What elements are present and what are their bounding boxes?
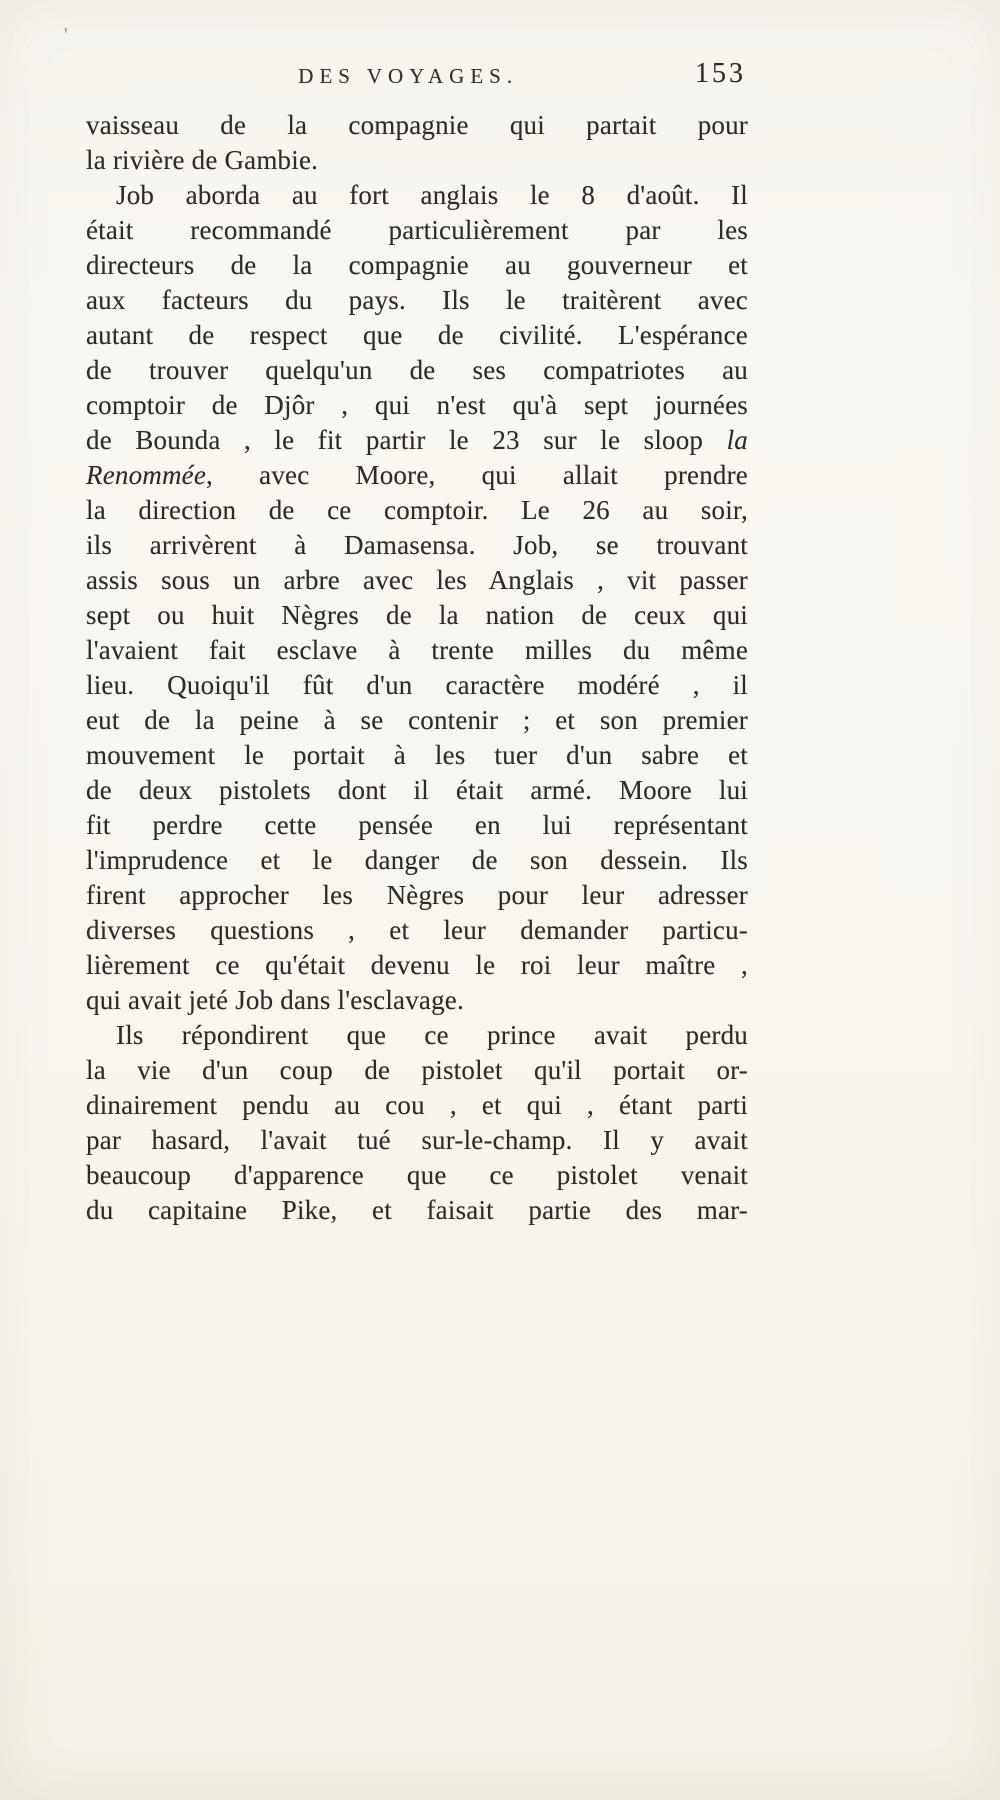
text-segment: lièrement ce qu'était devenu le roi leur maître ,: [86, 950, 748, 980]
text-segment: beaucoup d'apparence que ce pistolet venait: [86, 1160, 748, 1190]
text-segment: diverses questions , et leur demander particu-: [86, 915, 748, 945]
text-line: [86, 913, 748, 948]
text-line: [86, 563, 748, 598]
text-line: [86, 1053, 748, 1088]
text-segment: directeurs de la compagnie au gouverneur et: [86, 250, 748, 280]
page-number: 153: [695, 58, 746, 89]
text-segment: Job aborda au fort anglais le 8 d'août. Il: [116, 180, 748, 210]
text-segment: du capitaine Pike, et faisait partie des mar-: [86, 1195, 748, 1225]
text-line: [86, 353, 748, 388]
text-segment: la rivière de Gambie.: [86, 145, 319, 175]
text-line: [86, 598, 748, 633]
text-segment: dinairement pendu au cou , et qui , étant parti: [86, 1090, 748, 1120]
text-line: [86, 143, 748, 178]
text-line: [86, 423, 748, 458]
text-segment: était recommandé particulièrement par les: [86, 215, 748, 245]
text-segment: l'avaient fait esclave à trente milles du même: [86, 635, 748, 665]
text-segment: aux facteurs du pays. Ils le traitèrent avec: [86, 285, 748, 315]
text-segment: eut de la peine à se contenir ; et son premier: [86, 705, 748, 735]
text-segment: fit perdre cette pensée en lui représentant: [86, 810, 748, 840]
text-line: [86, 213, 748, 248]
text-line: [86, 1018, 748, 1053]
text-segment: mouvement le portait à les tuer d'un sabre et: [86, 740, 748, 770]
text-segment: ils arrivèrent à Damasensa. Job, se trouvant: [86, 530, 748, 560]
text-line: [86, 493, 748, 528]
text-line: [86, 318, 748, 353]
text-segment: de trouver quelqu'un de ses compatriotes au: [86, 355, 748, 385]
text-segment: de deux pistolets dont il était armé. Moore lui: [86, 775, 748, 805]
body-text: [86, 108, 748, 1228]
text-segment: assis sous un arbre avec les Anglais , vit passer: [86, 565, 748, 595]
text-line: [86, 1123, 748, 1158]
text-line: [86, 178, 748, 213]
text-segment: , avec Moore, qui allait prendre: [206, 460, 748, 490]
header-title: DES VOYAGES.: [298, 64, 519, 88]
text-segment: autant de respect que de civilité. L'espérance: [86, 320, 748, 350]
text-segment: vaisseau de la compagnie qui partait pour: [86, 110, 748, 140]
text-segment: la vie d'un coup de pistolet qu'il portait or-: [86, 1055, 748, 1085]
text-line: [86, 458, 748, 493]
text-segment: l'imprudence et le danger de son dessein. Ils: [86, 845, 748, 875]
text-line: [86, 703, 748, 738]
text-line: [86, 388, 748, 423]
text-line: [86, 738, 748, 773]
text-segment: lieu. Quoiqu'il fût d'un caractère modéré , il: [86, 670, 748, 700]
text-line: [86, 1158, 748, 1193]
text-segment: par hasard, l'avait tué sur-le-champ. Il y avait: [86, 1125, 748, 1155]
text-block: [86, 58, 748, 1228]
scan-artifact: ': [64, 24, 68, 46]
text-line: [86, 283, 748, 318]
text-segment: Ils répondirent que ce prince avait perdu: [116, 1020, 748, 1050]
text-segment: la direction de ce comptoir. Le 26 au soir,: [86, 495, 748, 525]
text-line: [86, 528, 748, 563]
text-line: [86, 1193, 748, 1228]
text-line: [86, 1088, 748, 1123]
text-line: [86, 948, 748, 983]
text-line: [86, 248, 748, 283]
text-segment: comptoir de Djôr , qui n'est qu'à sept journées: [86, 390, 748, 420]
italic-text-segment: la: [726, 425, 748, 455]
text-line: [86, 668, 748, 703]
running-header: [86, 58, 748, 100]
text-line: [86, 108, 748, 143]
text-line: [86, 983, 748, 1018]
text-line: [86, 878, 748, 913]
text-line: [86, 843, 748, 878]
text-segment: de Bounda , le fit partir le 23 sur le sloop: [86, 425, 727, 455]
text-segment: sept ou huit Nègres de la nation de ceux qui: [86, 600, 748, 630]
text-segment: firent approcher les Nègres pour leur adresser: [86, 880, 748, 910]
text-line: [86, 773, 748, 808]
italic-text-segment: Renommée: [86, 460, 207, 490]
text-segment: qui avait jeté Job dans l'esclavage.: [86, 985, 464, 1015]
text-line: [86, 633, 748, 668]
text-line: [86, 808, 748, 843]
